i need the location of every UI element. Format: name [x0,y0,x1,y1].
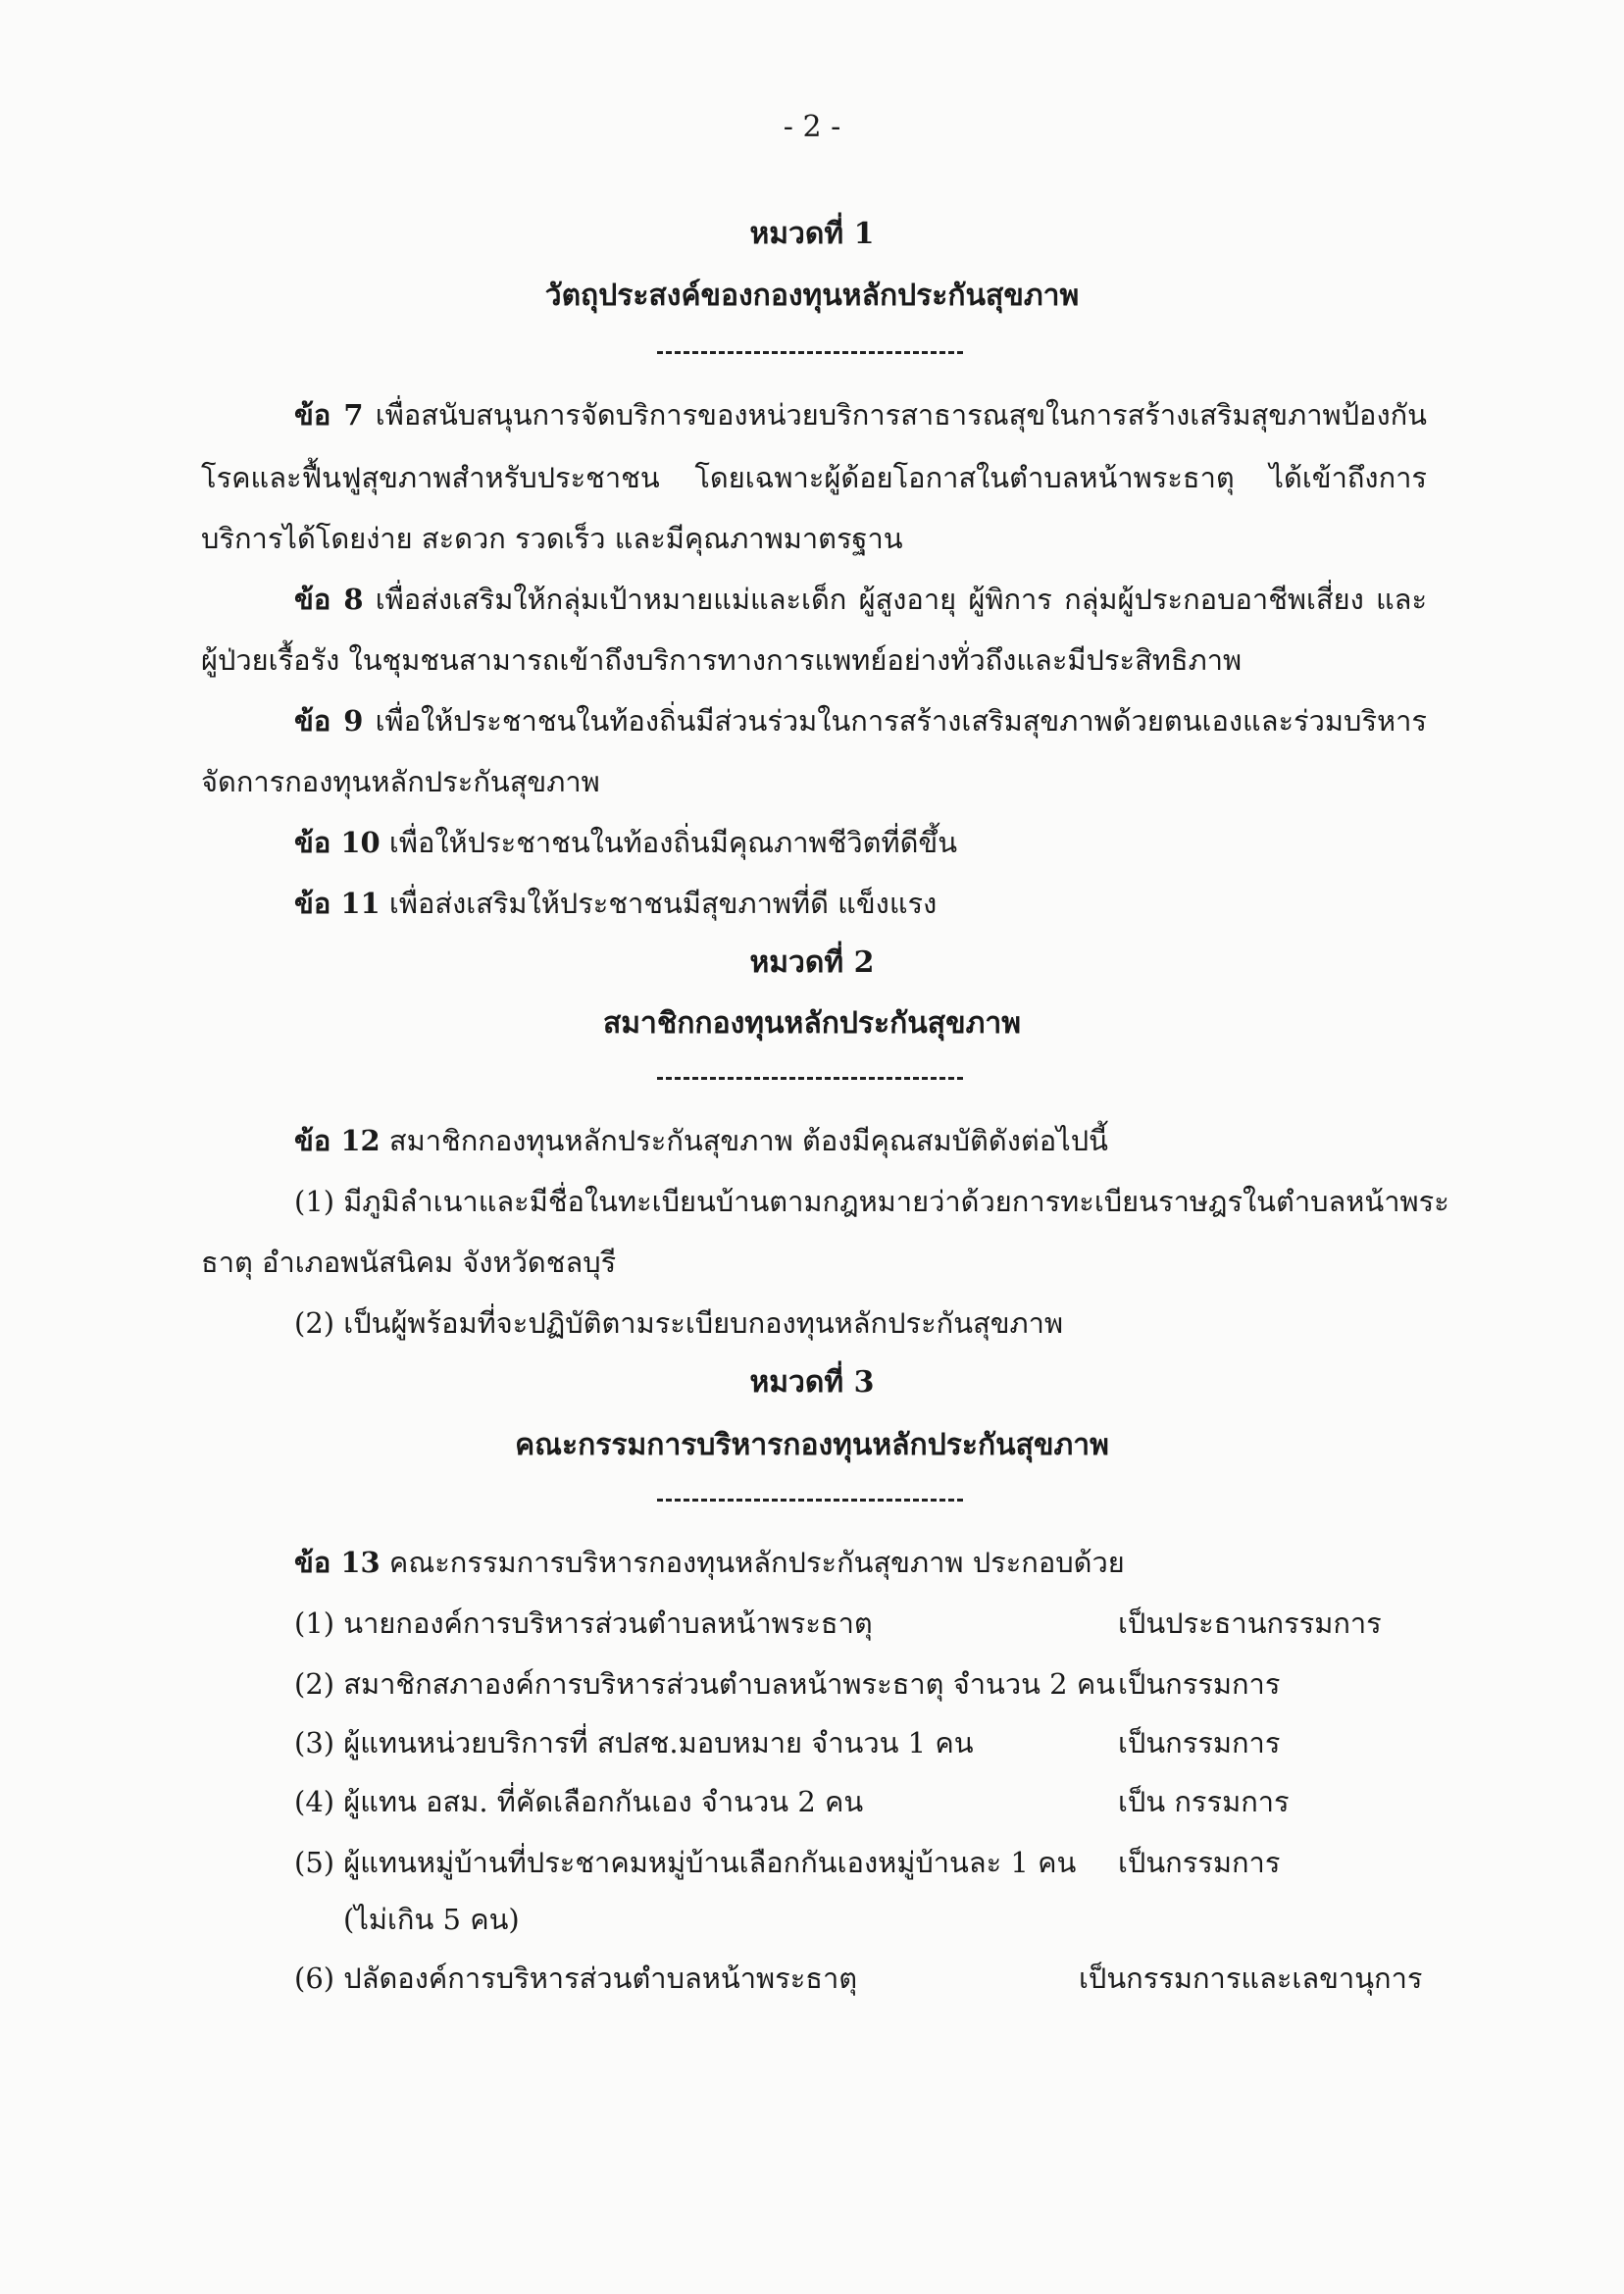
clause9-text1: เพื่อให้ประชาชนในท้องถิ่นมีส่วนร่วมในการสร้างเสริมสุขภาพด้วยตนเองและร่วมบริหาร [375,704,1427,738]
clause10-text: เพื่อให้ประชาชนในท้องถิ่นมีคุณภาพชีวิตที่ดีขึ้น [388,826,958,859]
chapter2-subtitle: สมาชิกกองทุนหลักประกันสุขภาพ [602,1006,1022,1041]
member-desc: (4) ผู้แทน อสม. ที่คัดเลือกกันเอง จำนวน 2 คน [294,1785,864,1818]
clause8-label: ข้อ 8 [294,583,364,616]
member-role: เป็นกรรมการ [1118,1726,1281,1759]
chapter2-divider [657,1077,963,1080]
clause12-text: สมาชิกกองทุนหลักประกันสุขภาพ ต้องมีคุณสมบัติดังต่อไปนี้ [388,1124,1108,1157]
member-row-6 [294,1956,1422,1995]
clause7-label: ข้อ 7 [294,398,364,432]
clause12 [294,1118,1427,1163]
clause12-item1-line1: (1) มีภูมิลำเนาและมีชื่อในทะเบียนบ้านตามกฎหมายว่าด้วยการทะเบียนราษฎรในตำบลหน้าพระ [294,1185,1449,1218]
clause9-line2: จัดการกองทุนหลักประกันสุขภาพ [201,765,600,798]
clause13 [294,1540,1427,1585]
chapter3-title: หมวดที่ 3 [749,1365,875,1400]
member-row-2 [294,1661,1422,1701]
clause9-line1 [294,698,1427,743]
member-role: เป็นกรรมการ [1118,1667,1281,1701]
clause8-text1: เพื่อส่งเสริมให้กลุ่มเป้าหมายแม่และเด็ก ผู้สูงอายุ ผู้พิการ กลุ่มผู้ประกอบอาชีพเสี่ยง และ [375,583,1428,616]
member-row-4 [294,1779,1422,1818]
clause8-line1 [294,577,1427,622]
member-note: (ไม่เกิน 5 คน) [343,1903,520,1936]
chapter1-title: หมวดที่ 1 [749,217,875,251]
chapter3-divider [657,1499,963,1502]
member-row-5-note [294,1897,1422,1936]
clause10 [294,820,1427,865]
chapter2-title: หมวดที่ 2 [749,945,875,980]
member-row-1 [294,1601,1422,1640]
member-desc: (6) ปลัดองค์การบริหารส่วนตำบลหน้าพระธาตุ [294,1962,858,1995]
member-role: เป็นกรรมการ [1118,1846,1281,1879]
clause11-text: เพื่อส่งเสริมให้ประชาชนมีสุขภาพที่ดี แข็งแรง [388,887,938,920]
clause12-item1-line2: ธาตุ อำเภอพนัสนิคม จังหวัดชลบุรี [201,1246,617,1279]
clause12-label: ข้อ 12 [294,1124,381,1157]
clause8-line2: ผู้ป่วยเรื้อรัง ในชุมชนสามารถเข้าถึงบริการทางการแพทย์อย่างทั่วถึงและมีประสิทธิภาพ [201,643,1243,677]
clause9-label: ข้อ 9 [294,704,364,738]
clause12-item2: (2) เป็นผู้พร้อมที่จะปฏิบัติตามระเบียบกองทุนหลักประกันสุขภาพ [294,1306,1064,1340]
clause7-line3: บริการได้โดยง่าย สะดวก รวดเร็ว และมีคุณภาพมาตรฐาน [201,522,903,555]
member-role: เป็น กรรมการ [1118,1785,1290,1818]
member-desc: (5) ผู้แทนหมู่บ้านที่ประชาคมหมู่บ้านเลือกกันเองหมู่บ้านละ 1 คน [294,1846,1077,1879]
clause10-label: ข้อ 10 [294,826,381,859]
chapter1-divider [657,351,963,354]
member-desc: (3) ผู้แทนหน่วยบริการที่ สปสช.มอบหมาย จำนวน 1 คน [294,1726,974,1759]
clause7-text1: เพื่อสนับสนุนการจัดบริการของหน่วยบริการสาธารณสุขในการสร้างเสริมสุขภาพป้องกัน [375,398,1428,432]
member-role: เป็นประธานกรรมการ [1118,1606,1382,1640]
member-desc: (2) สมาชิกสภาองค์การบริหารส่วนตำบลหน้าพระธาตุ จำนวน 2 คน [294,1667,1116,1701]
clause11 [294,881,1427,926]
clause7-line1 [294,392,1427,437]
page-number: - 2 - [783,110,841,144]
chapter3-subtitle: คณะกรรมการบริหารกองทุนหลักประกันสุขภาพ [515,1428,1109,1462]
clause13-label: ข้อ 13 [294,1546,381,1579]
clause7-line2: โรคและฟื้นฟูสุขภาพสำหรับประชาชน โดยเฉพาะผู้ด้อยโอกาสในตำบลหน้าพระธาตุ ได้เข้าถึงการ [201,461,1427,494]
member-desc: (1) นายกองค์การบริหารส่วนตำบลหน้าพระธาตุ [294,1606,873,1640]
member-role: เป็นกรรมการและเลขานุการ [1079,1962,1423,1995]
clause13-text: คณะกรรมการบริหารกองทุนหลักประกันสุขภาพ ประกอบด้วย [388,1546,1125,1579]
chapter1-subtitle: วัตถุประสงค์ของกองทุนหลักประกันสุขภาพ [544,279,1080,313]
member-row-3 [294,1720,1422,1759]
clause11-label: ข้อ 11 [294,887,381,920]
member-row-5 [294,1840,1422,1879]
